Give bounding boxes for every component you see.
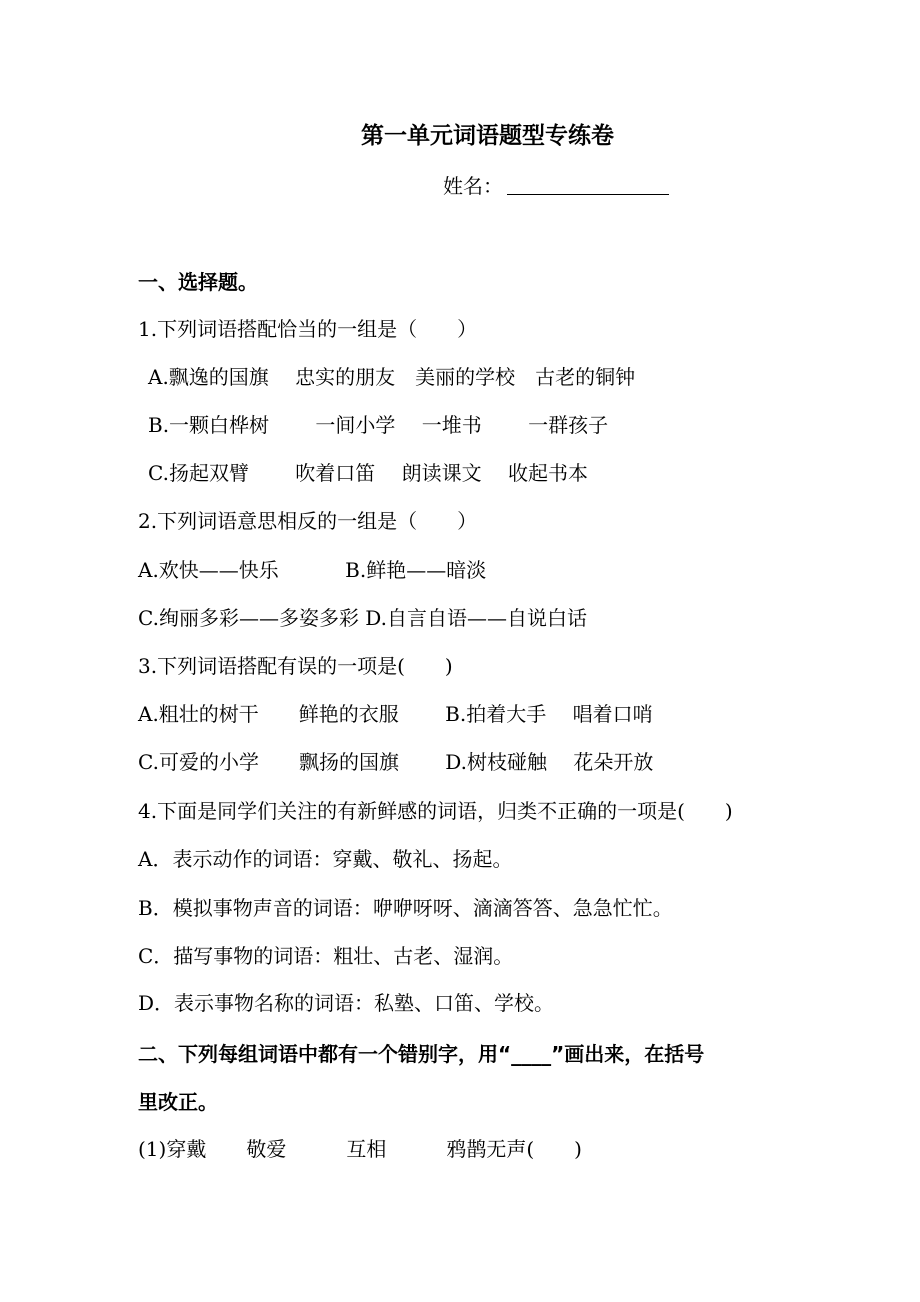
section-2-heading-line-2: 里改正。 <box>138 1090 218 1114</box>
q3-options-ab: A.粗壮的树干 鲜艳的衣服 B.拍着大手 唱着口哨 <box>138 702 653 726</box>
q2-stem: 2.下列词语意思相反的一组是（ ） <box>138 509 478 533</box>
q1-option-c: C.扬起双臂 吹着口笛 朗读课文 收起书本 <box>148 461 589 485</box>
q4-option-c: C．描写事物的词语：粗壮、古老、湿润。 <box>138 944 514 968</box>
name-blank-line[interactable] <box>507 194 669 195</box>
q2-options-ab: A.欢快——快乐 B.鲜艳——暗淡 <box>138 558 487 582</box>
q3-stem: 3.下列词语搭配有误的一项是( ) <box>138 654 453 678</box>
q3-options-cd: C.可爱的小学 飘扬的国旗 D.树枝碰触 花朵开放 <box>138 750 654 774</box>
name-label: 姓名： <box>443 174 503 198</box>
q4-option-d: D．表示事物名称的词语：私塾、口笛、学校。 <box>138 991 555 1015</box>
section-2-item-1: (1)穿戴 敬爱 互相 鸦鹊无声( ) <box>138 1137 582 1161</box>
page-title: 第一单元词语题型专练卷 <box>361 123 614 149</box>
q1-stem: 1.下列词语搭配恰当的一组是（ ） <box>138 317 478 341</box>
section-1-heading: 一、选择题。 <box>138 270 258 294</box>
q1-option-b: B.一颗白桦树 一间小学 一堆书 一群孩子 <box>148 413 609 437</box>
q4-option-a: A．表示动作的词语：穿戴、敬礼、扬起。 <box>138 847 513 871</box>
q1-option-a: A.飘逸的国旗 忠实的朋友 美丽的学校 古老的铜钟 <box>148 365 636 389</box>
section-2-heading-line-1: 二、下列每组词语中都有一个错别字，用“____”画出来，在括号 <box>138 1042 705 1066</box>
q4-stem: 4.下面是同学们关注的有新鲜感的词语，归类不正确的一项是( ) <box>138 799 733 823</box>
q2-options-cd: C.绚丽多彩——多姿多彩 D.自言自语——自说白话 <box>138 606 587 630</box>
q4-option-b: B．模拟事物声音的词语：咿咿呀呀、滴滴答答、急急忙忙。 <box>138 896 673 920</box>
